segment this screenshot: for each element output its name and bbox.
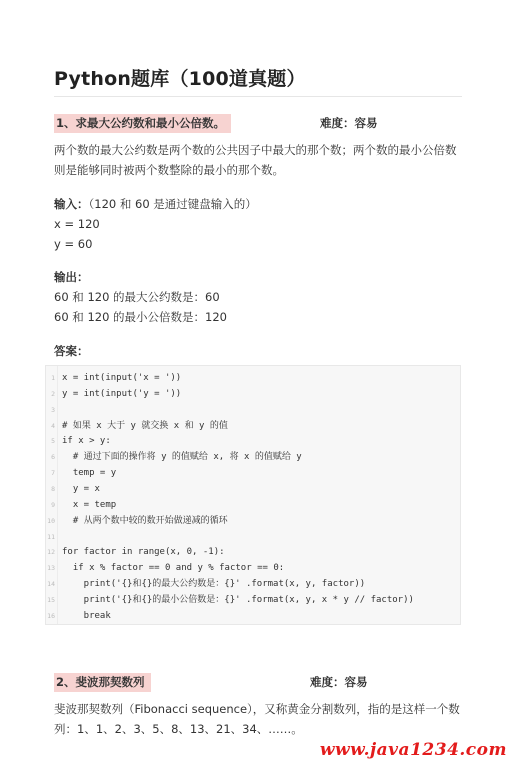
- question-2-difficulty: 难度：容易: [310, 675, 368, 689]
- description-line: 列：1、1、2、3、5、8、13、21、34、……。: [54, 722, 303, 736]
- code-text: print('{}和{}的最小公倍数是：{}' .format(x, y, x * y // factor)): [62, 594, 414, 605]
- site-watermark: www.java1234.com: [319, 740, 507, 760]
- line-number: 9: [51, 500, 55, 509]
- line-number: 8: [51, 484, 55, 493]
- output-line: 60 和 120 的最大公约数是：60: [54, 290, 220, 304]
- question-1-input: [54, 194, 464, 254]
- description-line: 斐波那契数列（Fibonacci sequence），又称黄金分割数列，指的是这样一个数: [54, 702, 460, 716]
- document-title: Python题库（100道真题）: [54, 68, 306, 90]
- code-text: # 通过下面的操作将 y 的值赋给 x, 将 x 的值赋给 y: [62, 452, 302, 463]
- line-number: 14: [47, 580, 55, 589]
- question-2-description: [54, 699, 464, 739]
- line-number: 7: [51, 469, 55, 478]
- code-line: [46, 529, 460, 545]
- question-1-difficulty: 难度：容易: [320, 116, 378, 130]
- input-line: x = 120: [54, 217, 100, 231]
- code-text: y = x: [62, 483, 100, 494]
- description-line: 则是能够同时被两个数整除的最小的那个数。: [54, 163, 284, 177]
- code-line: [46, 433, 460, 449]
- code-text: print('{}和{}的最大公约数是：{}' .format(x, y, factor)): [62, 579, 366, 590]
- input-heading: [54, 194, 464, 214]
- line-number: 12: [47, 548, 55, 557]
- line-number: 10: [47, 516, 55, 525]
- answer-label: 答案：: [54, 344, 89, 358]
- code-text: for factor in range(x, 0, -1):: [62, 547, 225, 558]
- code-line: [46, 544, 460, 560]
- line-number: 13: [47, 564, 55, 573]
- question-1-title: 1、求最大公约数和最小公倍数。: [54, 114, 231, 133]
- input-label: 输入：: [54, 197, 89, 211]
- code-line: [46, 386, 460, 402]
- code-text: if x > y:: [62, 436, 111, 447]
- code-line: [46, 513, 460, 529]
- question-1-heading: [54, 114, 462, 132]
- input-line: y = 60: [54, 237, 93, 251]
- line-number: 11: [47, 532, 55, 541]
- line-number: 4: [51, 421, 55, 430]
- line-number: 2: [51, 389, 55, 398]
- line-number: 5: [51, 437, 55, 446]
- question-1-description: [54, 140, 464, 180]
- code-text: # 如果 x 大于 y 就交换 x 和 y 的值: [62, 420, 228, 431]
- question-2-heading: [54, 673, 462, 691]
- code-line: [46, 576, 460, 592]
- question-1-output: [54, 267, 464, 327]
- line-number: 3: [51, 405, 55, 414]
- code-line: [46, 497, 460, 513]
- code-line: [46, 560, 460, 576]
- code-text: y = int(input('y = ')): [62, 388, 182, 399]
- code-line: [46, 481, 460, 497]
- code-text: # 从两个数中较的数开始做递减的循环: [62, 515, 228, 526]
- code-text: break: [62, 610, 111, 621]
- code-line: [46, 465, 460, 481]
- code-line: [46, 592, 460, 608]
- line-number: 16: [47, 611, 55, 620]
- output-label: 输出：: [54, 270, 89, 284]
- code-line: [46, 370, 460, 386]
- code-line: [46, 449, 460, 465]
- code-text: temp = y: [62, 468, 117, 479]
- input-note: （120 和 60 是通过键盘输入的）: [88, 197, 257, 211]
- title-divider: [54, 96, 462, 97]
- code-line: [46, 608, 460, 624]
- description-line: 两个数的最大公约数是两个数的公共因子中最大的那个数；两个数的最小公倍数: [54, 143, 457, 157]
- code-text: x = temp: [62, 499, 117, 510]
- question-2-title: 2、斐波那契数列: [54, 673, 151, 692]
- code-text: x = int(input('x = ')): [62, 373, 182, 383]
- code-block: [45, 365, 461, 625]
- code-text: if x % factor == 0 and y % factor == 0:: [62, 563, 285, 574]
- output-line: 60 和 120 的最小公倍数是：120: [54, 310, 227, 324]
- code-line: [46, 418, 460, 434]
- line-number: 1: [51, 374, 55, 382]
- line-number: 6: [51, 453, 55, 462]
- code-line: [46, 402, 460, 418]
- line-number: 15: [47, 595, 55, 604]
